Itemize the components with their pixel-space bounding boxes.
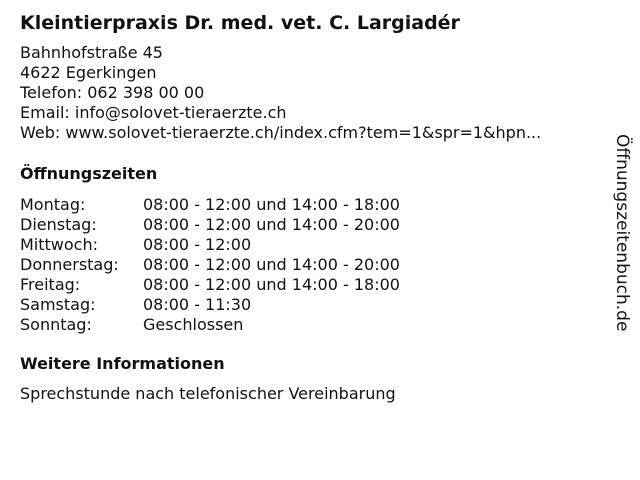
- website-url: Web: www.solovet-tieraerzte.ch/index.cfm?tem=1&spr=1&hpn...: [20, 123, 542, 142]
- contact-block: [20, 43, 541, 143]
- further-info-text: Sprechstunde nach telefonischer Vereinbarung: [20, 384, 396, 403]
- day-label: Donnerstag:: [20, 255, 119, 274]
- email-address: Email: info@solovet-tieraerzte.ch: [20, 103, 287, 122]
- day-label: Freitag:: [20, 275, 81, 294]
- day-hours: 08:00 - 12:00 und 14:00 - 20:00: [143, 255, 400, 274]
- day-hours: 08:00 - 12:00 und 14:00 - 18:00: [143, 275, 400, 294]
- day-hours: 08:00 - 12:00 und 14:00 - 20:00: [143, 215, 400, 234]
- phone-number: Telefon: 062 398 00 00: [20, 83, 205, 102]
- day-hours: Geschlossen: [143, 315, 244, 334]
- day-hours: 08:00 - 12:00: [143, 235, 252, 254]
- address-city: 4622 Egerkingen: [20, 63, 157, 82]
- day-label: Sonntag:: [20, 315, 92, 334]
- further-info-heading: Weitere Informationen: [20, 354, 225, 373]
- day-label: Dienstag:: [20, 215, 97, 234]
- opening-hours-heading: Öffnungszeiten: [20, 164, 158, 183]
- day-label: Mittwoch:: [20, 235, 98, 254]
- day-hours: 08:00 - 12:00 und 14:00 - 18:00: [143, 195, 400, 214]
- practice-name: Kleintierpraxis Dr. med. vet. C. Largiadér: [20, 12, 460, 34]
- day-label: Montag:: [20, 195, 86, 214]
- day-label: Samstag:: [20, 295, 96, 314]
- day-hours: 08:00 - 11:30: [143, 295, 252, 314]
- address-street: Bahnhofstraße 45: [20, 43, 163, 62]
- site-watermark-label: Öffnungszeitenbuch.de: [612, 134, 632, 332]
